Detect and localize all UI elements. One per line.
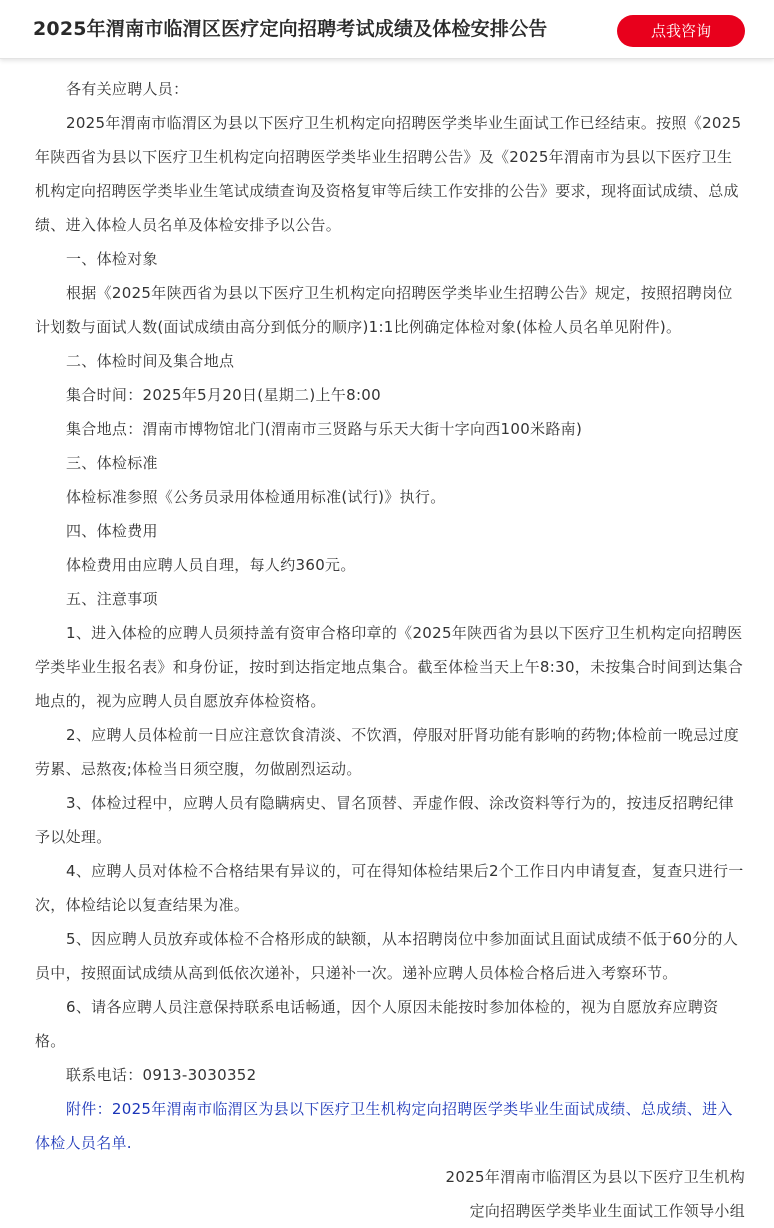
page-header xyxy=(0,0,774,59)
note-item-6: 6、请各应聘人员注意保持联系电话畅通，因个人原因未能按时参加体检的，视为自愿放弃应聘资格。 xyxy=(35,998,719,1050)
section-body-standard: 体检标准参照《公务员录用体检通用标准(试行)》执行。 xyxy=(66,488,446,506)
section-body-fees: 体检费用由应聘人员自理，每人约360元。 xyxy=(66,556,356,574)
signature-line-2: 定向招聘医学类毕业生面试工作领导小组 xyxy=(469,1202,745,1220)
intro-paragraph: 2025年渭南市临渭区为县以下医疗卫生机构定向招聘医学类毕业生面试工作已经结束。按照《2025年陕西省为县以下医疗卫生机构定向招聘医学类毕业生招聘公告》及《2025年渭南市为县以下医疗卫生机构定向招聘医学类毕业生笔试成绩查询及资格复审等后续工作安排的公告》要求，现将面试成绩、总成绩、进入体检人员名单及体检安排予以公告。 xyxy=(35,114,742,234)
assembly-place: 集合地点：渭南市博物馆北门(渭南市三贤路与乐天大街十字向西100米路南) xyxy=(66,420,583,438)
signature-line-1: 2025年渭南市临渭区为县以下医疗卫生机构 xyxy=(445,1168,745,1186)
note-item-1: 1、进入体检的应聘人员须持盖有资审合格印章的《2025年陕西省为县以下医疗卫生机构定向招聘医学类毕业生报名表》和身份证，按时到达指定地点集合。截至体检当天上午8:30，未按集合时间到达集合地点的，视为应聘人员自愿放弃体检资格。 xyxy=(35,624,744,710)
contact-phone: 联系电话：0913-3030352 xyxy=(66,1066,257,1084)
article-body xyxy=(35,72,746,1228)
attachment-link[interactable]: 附件：2025年渭南市临渭区为县以下医疗卫生机构定向招聘医学类毕业生面试成绩、总成绩、进入体检人员名单. xyxy=(35,1100,733,1152)
section-heading-time-place: 二、体检时间及集合地点 xyxy=(66,352,235,370)
section-heading-exam-targets: 一、体检对象 xyxy=(66,250,158,268)
page-title: 2025年渭南市临渭区医疗定向招聘考试成绩及体检安排公告 xyxy=(33,18,548,40)
section-heading-fees: 四、体检费用 xyxy=(66,522,158,540)
assembly-time: 集合时间：2025年5月20日(星期二)上午8:00 xyxy=(66,386,381,404)
consult-button[interactable]: 点我咨询 xyxy=(617,15,745,47)
note-item-4: 4、应聘人员对体检不合格结果有异议的，可在得知体检结果后2个工作日内申请复查，复查只进行一次，体检结论以复查结果为准。 xyxy=(35,862,744,914)
note-item-2: 2、应聘人员体检前一日应注意饮食清淡、不饮酒，停服对肝肾功能有影响的药物;体检前一晚忌过度劳累、忌熬夜;体检当日须空腹，勿做剧烈运动。 xyxy=(35,726,740,778)
salutation: 各有关应聘人员： xyxy=(66,80,189,98)
section-heading-standard: 三、体检标准 xyxy=(66,454,158,472)
note-item-3: 3、体检过程中，应聘人员有隐瞒病史、冒名顶替、弄虚作假、涂改资料等行为的，按违反招聘纪律予以处理。 xyxy=(35,794,734,846)
note-item-5: 5、因应聘人员放弃或体检不合格形成的缺额，从本招聘岗位中参加面试且面试成绩不低于60分的人员中，按照面试成绩从高到低依次递补，只递补一次。递补应聘人员体检合格后进入考察环节。 xyxy=(35,930,739,982)
section-body-exam-targets: 根据《2025年陕西省为县以下医疗卫生机构定向招聘医学类毕业生招聘公告》规定，按照招聘岗位计划数与面试人数(面试成绩由高分到低分的顺序)1:1比例确定体检对象(体检人员名单见附件)。 xyxy=(35,284,733,336)
section-heading-notes: 五、注意事项 xyxy=(66,590,158,608)
